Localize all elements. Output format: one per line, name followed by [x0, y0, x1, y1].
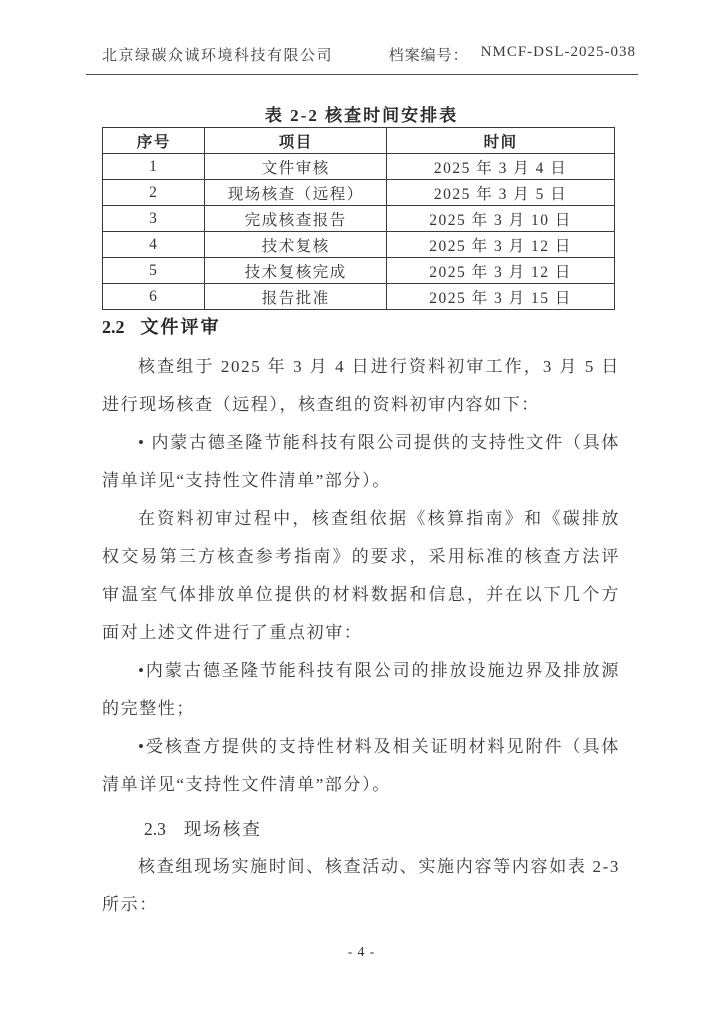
schedule-table	[102, 127, 615, 310]
table-cell: 6	[103, 284, 205, 310]
table-row	[103, 154, 615, 180]
bullet-item: •内蒙古德圣隆节能科技有限公司的排放设施边界及排放源的完整性；	[102, 661, 620, 718]
table-cell: 文件审核	[205, 154, 387, 180]
column-header-time: 时间	[387, 128, 615, 154]
table-cell: 3	[103, 206, 205, 232]
section-heading-2-2	[102, 312, 620, 342]
bullet-item: • 内蒙古德圣隆节能科技有限公司提供的支持性文件（具体清单详见“支持性文件清单”部分）。	[102, 433, 620, 490]
archive-value: NMCF-DSL-2025-038	[480, 44, 636, 60]
table-cell: 现场核查（远程）	[205, 180, 387, 206]
table-row	[103, 258, 615, 284]
section-title: 现场核查	[183, 819, 262, 839]
archive-label: 档案编号：	[388, 48, 469, 64]
body-text	[102, 312, 620, 924]
table-cell: 2025 年 3 月 10 日	[387, 206, 615, 232]
bullet-item: •受核查方提供的支持性材料及相关证明材料见附件（具体清单详见“支持性文件清单”部分）。	[102, 737, 620, 794]
archive-number	[389, 44, 636, 65]
table-cell: 5	[103, 258, 205, 284]
page-header	[86, 44, 638, 75]
table-row	[103, 284, 615, 310]
table-cell: 技术复核	[205, 232, 387, 258]
table-cell: 2025 年 3 月 5 日	[387, 180, 615, 206]
table-cell: 2025 年 3 月 15 日	[387, 284, 615, 310]
table-row	[103, 232, 615, 258]
schedule-table-body	[103, 154, 615, 310]
table-cell: 报告批准	[205, 284, 387, 310]
paragraph: 核查组于 2025 年 3 月 4 日进行资料初审工作，3 月 5 日进行现场核查（远程），核查组的资料初审内容如下：	[102, 357, 620, 414]
column-header-item: 项目	[205, 128, 387, 154]
company-name: 北京绿碳众诚环境科技有限公司	[102, 48, 334, 64]
table-cell: 技术复核完成	[205, 258, 387, 284]
section-number: 2.3	[144, 819, 166, 839]
table-header-row	[103, 128, 615, 154]
column-header-seq: 序号	[103, 128, 205, 154]
table-cell: 2	[103, 180, 205, 206]
section-title: 文件评审	[140, 317, 221, 337]
table-cell: 2025 年 3 月 4 日	[387, 154, 615, 180]
table-cell: 完成核查报告	[205, 206, 387, 232]
table-row	[103, 206, 615, 232]
paragraph: 核查组现场实施时间、核查活动、实施内容等内容如表 2-3 所示：	[102, 857, 620, 914]
table-cell: 1	[103, 154, 205, 180]
table-row	[103, 180, 615, 206]
paragraph: 在资料初审过程中，核查组依据《核算指南》和《碳排放权交易第三方核查参考指南》的要求，采用标准的核查方法评审温室气体排放单位提供的材料数据和信息，并在以下几个方面对上述文件进行了重点初审：	[102, 509, 620, 642]
section-heading-2-3	[102, 810, 620, 848]
table-cell: 4	[103, 232, 205, 258]
section-number: 2.2	[102, 317, 125, 337]
table-caption: 表 2-2 核查时间安排表	[264, 106, 459, 125]
page-number: - 4 -	[347, 944, 376, 959]
table-cell: 2025 年 3 月 12 日	[387, 258, 615, 284]
table-cell: 2025 年 3 月 12 日	[387, 232, 615, 258]
